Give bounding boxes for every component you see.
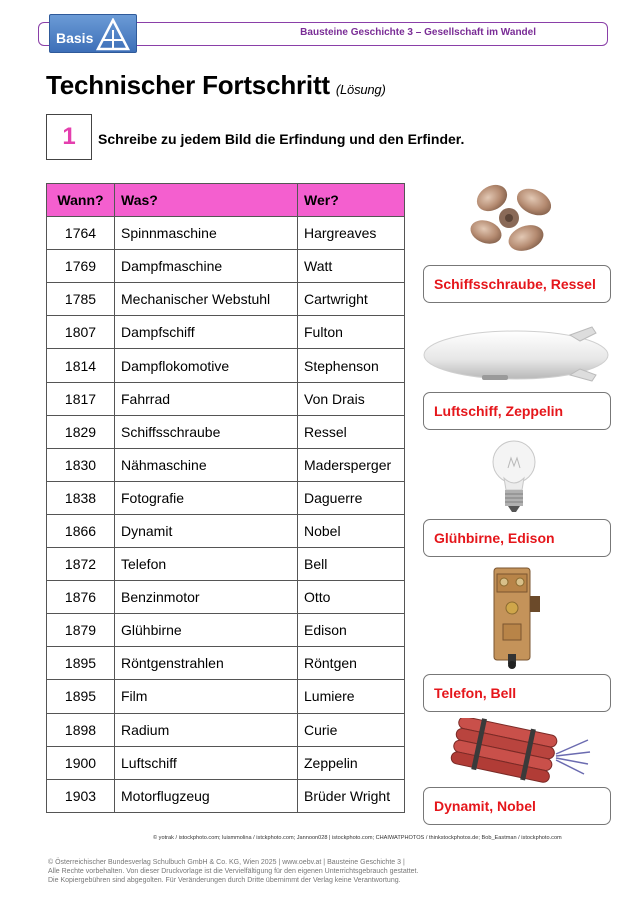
- cell-year: 1814: [47, 349, 115, 382]
- cell-year: 1879: [47, 614, 115, 647]
- table-row: [47, 217, 405, 250]
- cell-year: 1838: [47, 481, 115, 514]
- cell-inventor: Otto: [298, 581, 405, 614]
- cell-invention: Benzinmotor: [115, 581, 298, 614]
- cell-year: 1830: [47, 448, 115, 481]
- cell-inventor: Ressel: [298, 415, 405, 448]
- logo-text: Basis: [56, 30, 94, 46]
- table-row: [47, 614, 405, 647]
- cell-inventor: Stephenson: [298, 349, 405, 382]
- header-when: Wann?: [47, 184, 115, 217]
- cell-year: 1872: [47, 548, 115, 581]
- cell-year: 1817: [47, 382, 115, 415]
- table-row: [47, 680, 405, 713]
- table-row: [47, 548, 405, 581]
- cell-inventor: Zeppelin: [298, 746, 405, 779]
- cell-inventor: Nobel: [298, 514, 405, 547]
- cell-invention: Schiffsschraube: [115, 415, 298, 448]
- series-title: Bausteine Geschichte 3 – Gesellschaft im Wandel: [300, 27, 536, 38]
- dynamite-image: [446, 718, 596, 784]
- inventions-table: [46, 183, 405, 813]
- cell-year: 1895: [47, 680, 115, 713]
- ship-propeller-image: [462, 180, 560, 258]
- cell-inventor: Edison: [298, 614, 405, 647]
- basis-logo: [49, 14, 137, 53]
- table-row: [47, 746, 405, 779]
- cell-inventor: Röntgen: [298, 647, 405, 680]
- cell-year: 1898: [47, 713, 115, 746]
- wall-telephone-image: [488, 566, 550, 670]
- answer-box-propeller: Schiffsschraube, Ressel: [423, 265, 611, 303]
- answer-box-telephone: Telefon, Bell: [423, 674, 611, 712]
- cell-year: 1829: [47, 415, 115, 448]
- cell-inventor: Fulton: [298, 316, 405, 349]
- table-row: [47, 283, 405, 316]
- page-title: [46, 70, 386, 101]
- cell-invention: Film: [115, 680, 298, 713]
- cell-inventor: Hargreaves: [298, 217, 405, 250]
- cell-invention: Glühbirne: [115, 614, 298, 647]
- cell-invention: Nähmaschine: [115, 448, 298, 481]
- cell-inventor: Cartwright: [298, 283, 405, 316]
- cell-invention: Radium: [115, 713, 298, 746]
- header-who: Wer?: [298, 184, 405, 217]
- answer-box-bulb: Glühbirne, Edison: [423, 519, 611, 557]
- task-number-box: [46, 114, 92, 160]
- cell-invention: Dampflokomotive: [115, 349, 298, 382]
- cell-inventor: Madersperger: [298, 448, 405, 481]
- cell-invention: Fotografie: [115, 481, 298, 514]
- cell-invention: Spinnmaschine: [115, 217, 298, 250]
- cell-inventor: Lumiere: [298, 680, 405, 713]
- cell-year: 1900: [47, 746, 115, 779]
- light-bulb-image: [490, 438, 538, 514]
- cell-invention: Luftschiff: [115, 746, 298, 779]
- cell-invention: Fahrrad: [115, 382, 298, 415]
- task-instruction: Schreibe zu jedem Bild die Erfindung und den Erfinder.: [98, 131, 465, 147]
- cell-year: 1769: [47, 250, 115, 283]
- table-row: [47, 448, 405, 481]
- table-header-row: [47, 184, 405, 217]
- cell-invention: Dynamit: [115, 514, 298, 547]
- footer-line-2: Alle Rechte vorbehalten. Von dieser Druckvorlage ist die Vervielfältigung für den eigenen Unterrichtsgebrauch gestattet.: [48, 868, 419, 875]
- cell-year: 1764: [47, 217, 115, 250]
- table-row: [47, 514, 405, 547]
- footer-line-1: © Österreichischer Bundesverlag Schulbuch GmbH & Co. KG, Wien 2025 | www.oebv.at | Bausteine Geschichte 3 |: [48, 859, 405, 866]
- cell-year: 1785: [47, 283, 115, 316]
- table-row: [47, 779, 405, 812]
- cell-inventor: Von Drais: [298, 382, 405, 415]
- triangle-logo-icon: [96, 18, 130, 51]
- table-row: [47, 647, 405, 680]
- cell-invention: Dampfmaschine: [115, 250, 298, 283]
- cell-invention: Telefon: [115, 548, 298, 581]
- cell-inventor: Curie: [298, 713, 405, 746]
- cell-year: 1866: [47, 514, 115, 547]
- table-row: [47, 250, 405, 283]
- answer-box-dynamite: Dynamit, Nobel: [423, 787, 611, 825]
- cell-invention: Motorflugzeug: [115, 779, 298, 812]
- table-row: [47, 713, 405, 746]
- airship-image: [420, 323, 612, 385]
- cell-inventor: Bell: [298, 548, 405, 581]
- image-credits: © yotrak / istockphoto.com; luismmolina / istckphoto.com; Jannoon028 | istockphoto.com; CHAIWATPHOTOS / thinkstockphotos.de; Bob_Eastman / istockphoto.com: [153, 835, 562, 841]
- cell-invention: Dampfschiff: [115, 316, 298, 349]
- table-row: [47, 581, 405, 614]
- page-title-main: Technischer Fortschritt: [46, 70, 330, 100]
- cell-year: 1807: [47, 316, 115, 349]
- page-title-sub: (Lösung): [335, 82, 386, 97]
- cell-inventor: Daguerre: [298, 481, 405, 514]
- footer: [48, 858, 418, 885]
- cell-invention: Mechanischer Webstuhl: [115, 283, 298, 316]
- footer-line-3: Die Kopiergebühren sind abgegolten. Für Veränderungen durch Dritte übernimmt der Verlag keine Verantwortung.: [48, 877, 401, 884]
- table-row: [47, 382, 405, 415]
- table-row: [47, 415, 405, 448]
- cell-year: 1876: [47, 581, 115, 614]
- header-what: Was?: [115, 184, 298, 217]
- cell-invention: Röntgenstrahlen: [115, 647, 298, 680]
- answer-box-airship: Luftschiff, Zeppelin: [423, 392, 611, 430]
- task-number: 1: [62, 123, 76, 150]
- cell-inventor: Watt: [298, 250, 405, 283]
- table-body: [47, 217, 405, 813]
- table-row: [47, 481, 405, 514]
- table-row: [47, 316, 405, 349]
- table-row: [47, 349, 405, 382]
- cell-inventor: Brüder Wright: [298, 779, 405, 812]
- cell-year: 1903: [47, 779, 115, 812]
- cell-year: 1895: [47, 647, 115, 680]
